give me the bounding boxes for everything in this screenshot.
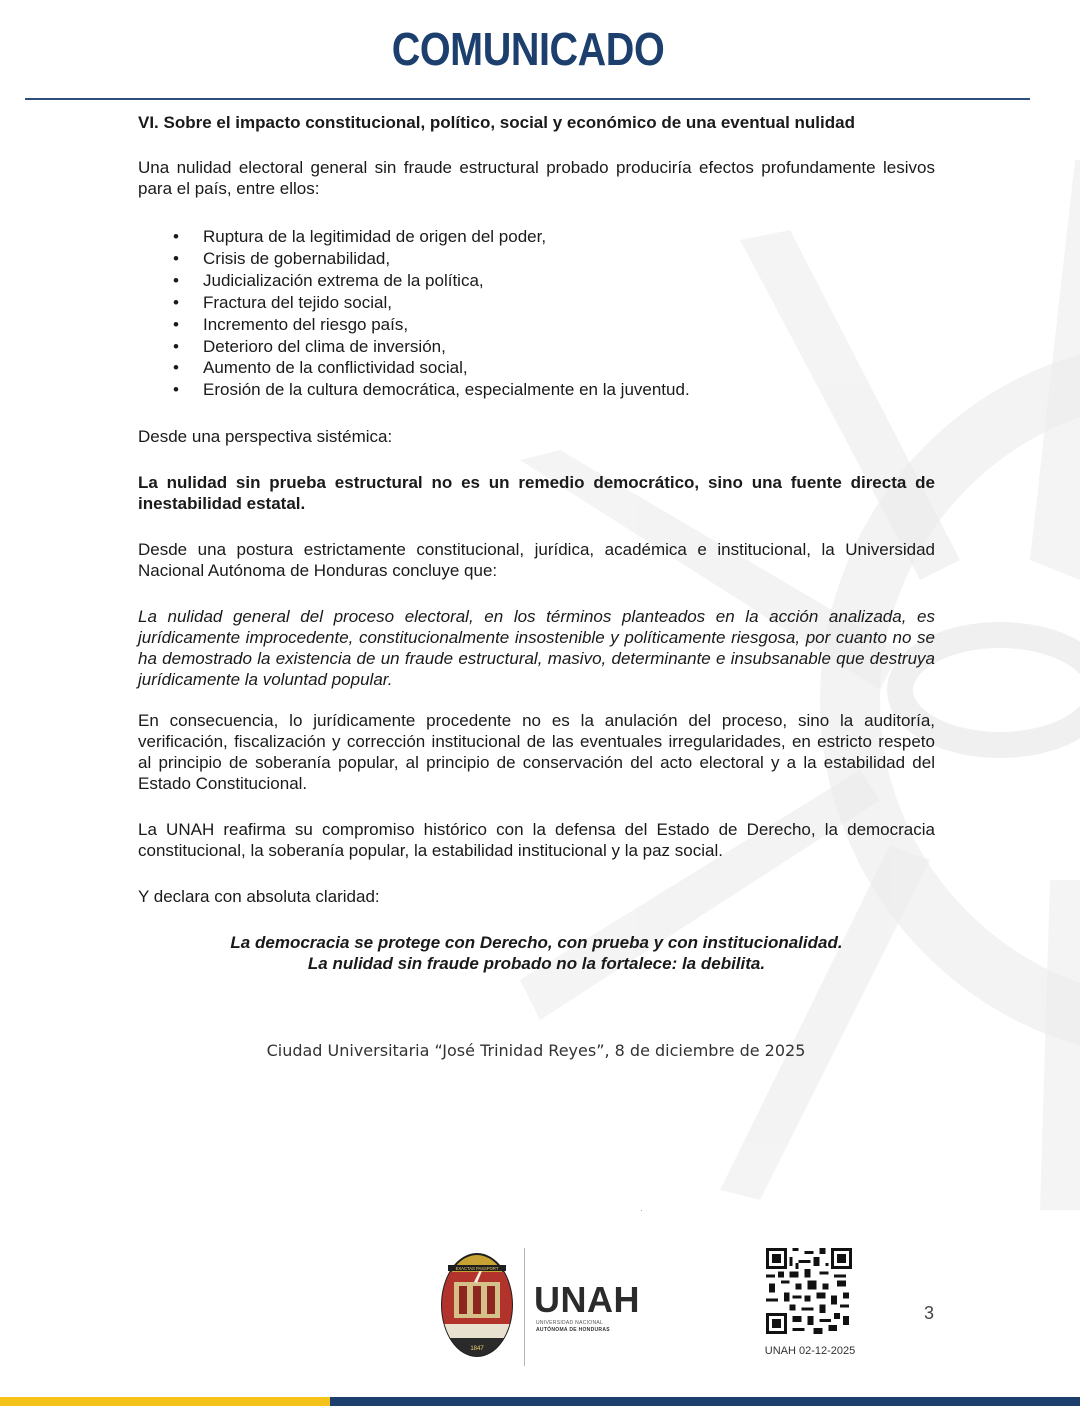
intro-paragraph: Una nulidad electoral general sin fraude estructural probado produciría efectos profundamente lesivos para el país, entre ellos: (138, 158, 935, 198)
bullet-icon: • (173, 314, 179, 334)
unah-subtitle-2: AUTÓNOMA DE HONDURAS (536, 1327, 610, 1333)
list-item: • Fractura del tejido social, (173, 292, 392, 312)
reaffirm-paragraph: La UNAH reafirma su compromiso histórico con la defensa del Estado de Derecho, la democracia constitucional, la soberanía popular, la estabilidad institucional y la paz social. (138, 820, 935, 861)
declaration-intro: Y declara con absoluta claridad: (138, 887, 380, 907)
document-body (138, 110, 935, 974)
seal-banner-text: EXACTAS PASSPORT (455, 1266, 499, 1271)
bullet-icon: • (173, 270, 179, 290)
footer-bar-blue (330, 1397, 1080, 1406)
list-item: • Ruptura de la legitimidad de origen del poder, (173, 227, 547, 246)
qr-code-icon[interactable] (766, 1248, 852, 1334)
list-item: • Aumento de la conflictividad social, (173, 358, 468, 378)
list-item: • Deterioro del clima de inversión, (173, 336, 446, 356)
closing-line-2: La nulidad sin fraude probado no la fortalece: la debilita. (307, 954, 766, 974)
list-item: • Incremento del riesgo país, (173, 314, 409, 334)
university-seal-icon (440, 1252, 514, 1358)
bullet-icon: • (173, 292, 179, 312)
stray-mark: · (640, 1206, 643, 1215)
bold-statement: La nulidad sin prueba estructural no es un remedio democrático, sino una fuente directa de inestabilidad estatal. (138, 473, 935, 514)
perspective-paragraph: Desde una perspectiva sistémica: (138, 427, 393, 447)
position-paragraph: Desde una postura estrictamente constitucional, jurídica, académica e institucional, la Universidad Nacional Autónoma de Honduras concluye que: (138, 540, 935, 581)
list-item: • Crisis de gobernabilidad, (173, 248, 391, 268)
bullet-icon: • (173, 248, 179, 268)
seal-year-text: 1847 (470, 1346, 484, 1352)
page-number: 3 (924, 1303, 935, 1323)
effects-list (138, 226, 935, 401)
consequence-paragraph: En consecuencia, lo jurídicamente procedente no es la anulación del proceso, sino la auditoría, verificación, fiscalización y corrección institucional de las eventuales irregularidades, en estricto respeto al principio de soberanía popular, al principio de conservación del acto electoral y a la estabilidad del Estado Constitucional. (138, 711, 935, 794)
footer-divider (524, 1248, 525, 1366)
unah-logo-text: UNAH (534, 1279, 640, 1320)
qr-code-label: UNAH 02-12-2025 (764, 1345, 856, 1357)
closing-statement (138, 932, 935, 974)
section-heading: VI. Sobre el impacto constitucional, político, social y económico de una eventual nulidad (138, 113, 855, 132)
italic-conclusion: La nulidad general del proceso electoral, en los términos planteados en la acción analizada, es jurídicamente improcedente, constitucionalmente insostenible y políticamente riesgosa, por cuanto no se ha demostrado la existencia de un fraude estructural, masivo, determinante e insubsanable que destruya jurídicamente la voluntad popular. (138, 607, 935, 690)
bullet-icon: • (173, 380, 179, 400)
bullet-icon: • (173, 227, 179, 246)
header-divider (25, 98, 1030, 100)
page-title: COMUNICADO (391, 23, 665, 75)
bullet-icon: • (173, 336, 179, 356)
unah-subtitle-1: UNIVERSIDAD NACIONAL (536, 1320, 604, 1326)
closing-line-1: La democracia se protege con Derecho, con prueba y con institucionalidad. (230, 933, 843, 953)
list-item: • Erosión de la cultura democrática, especialmente en la juventud. (173, 380, 690, 400)
bullet-icon: • (173, 358, 179, 378)
list-item: • Judicialización extrema de la política, (173, 270, 484, 290)
footer-bar-gold (0, 1397, 330, 1406)
place-date: Ciudad Universitaria “José Trinidad Reyes”, 8 de diciembre de 2025 (266, 1041, 806, 1060)
